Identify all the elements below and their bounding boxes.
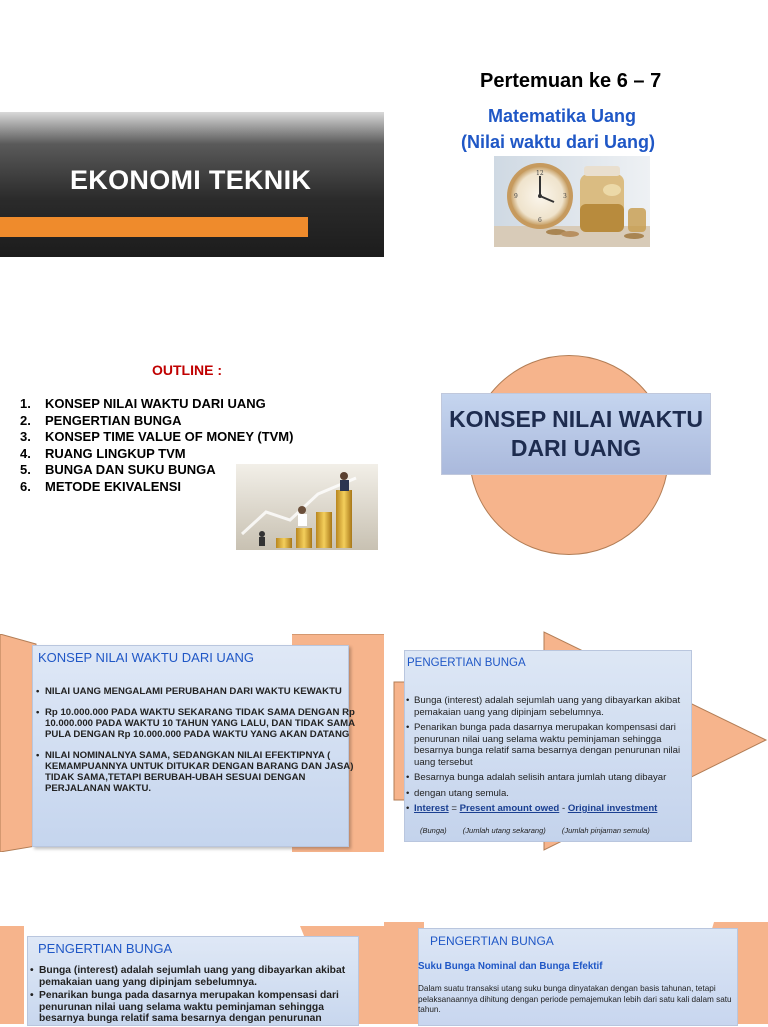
outline-item (20, 429, 340, 446)
bullet-item (406, 772, 696, 784)
bullet-dot-icon: • (36, 750, 40, 761)
slide6-paragraph: Dalam suatu transaksi utang suku bunga dinyatakan dengan basis tahunan, tetapi pelaksanaannya dihitung dengan periode pemajemukan lebih dari satu kali dalam satu tahun. (418, 984, 732, 1014)
slide6-subtitle: Suku Bunga Nominal dan Bunga Efektif (418, 961, 603, 972)
note-jumlah-pinjaman: (Jumlah pinjaman semula) (561, 826, 650, 835)
outline-number: 1. (20, 396, 31, 411)
bullet-text: Penarikan bunga pada dasarnya merupakan kompensasi dari penurunan nilai uang selama waktu peminjaman sehingga besarnya bunga relatif sama besarnya dengan penurunan (39, 990, 339, 1024)
bullet-text: dengan utang semula. (414, 787, 509, 799)
bullet-item (36, 707, 356, 740)
outline-text: METODE EKIVALENSI (45, 478, 182, 494)
formula-present-amount: Present amount owed (459, 803, 560, 814)
slide4-bullet-list (406, 695, 696, 819)
bullet-item (30, 990, 360, 1025)
svg-text:12: 12 (536, 170, 544, 177)
formula-interest: Interest (414, 803, 449, 814)
outline-number: 2. (20, 412, 31, 428)
outline-number: 4. (20, 445, 31, 461)
outline-text: BUNGA DAN SUKU BUNGA (45, 462, 216, 477)
bullet-dot-icon: • (30, 965, 34, 976)
formula-equals: = (448, 803, 460, 814)
outline-number: 5. (20, 462, 31, 477)
topic-title: Matematika Uang (488, 106, 637, 126)
outline-text: KONSEP TIME VALUE OF MONEY (TVM) (45, 429, 294, 444)
bullet-item (36, 750, 356, 794)
bullet-dot-icon: • (30, 990, 34, 1001)
outline-title: OUTLINE : (152, 362, 222, 378)
bullet-text: NILAI UANG MENGALAMI PERUBAHAN DARI WAKTU KEWAKTU (45, 686, 342, 697)
bullet-text: Besarnya bunga adalah selisih antara jumlah utang dibayar (414, 772, 667, 783)
slide5-bullet-list (30, 965, 360, 1027)
bullet-dot-icon: • (406, 695, 410, 706)
slide5-title: PENGERTIAN BUNGA (38, 941, 173, 956)
formula-original-investment: Original investment (567, 803, 658, 814)
bullet-dot-icon: • (406, 722, 410, 733)
course-title: EKONOMI TEKNIK (70, 165, 312, 195)
topic-box (441, 393, 711, 475)
formula-minus: - (559, 803, 568, 814)
bullet-item (406, 722, 696, 768)
bullet-text: Bunga (interest) adalah sejumlah uang yang dibayarkan akibat pemakaian uang yang dipinjam sebelumnya. (414, 695, 681, 718)
topic-subtitle: (Nilai waktu dari Uang) (461, 132, 656, 152)
outline-item (20, 413, 340, 430)
meeting-label: Pertemuan ke 6 – 7 (480, 70, 662, 92)
outline-text: RUANG LINGKUP TVM (45, 445, 186, 461)
outline-item (20, 396, 340, 413)
outline-text: KONSEP NILAI WAKTU DARI UANG (45, 396, 266, 411)
bullet-text: Rp 10.000.000 PADA WAKTU SEKARANG TIDAK SAMA DENGAN Rp 10.000.000 PADA WAKTU 10 TAHUN YANG LALU, DAN TIDAK SAMA PULA DENGAN Rp 10.000.000 PADA WAKTU YANG AKAN DATANG (45, 707, 355, 740)
note-bunga: (Bunga) (420, 826, 447, 835)
bullet-item (36, 686, 356, 697)
bullet-dot-icon: • (406, 803, 410, 814)
outline-item (20, 446, 340, 463)
bullet-item (406, 788, 696, 800)
bullet-item (30, 965, 360, 988)
bullet-item (406, 695, 696, 718)
outline-number: 6. (20, 478, 31, 494)
note-jumlah-utang: (Jumlah utang sekarang) (462, 826, 546, 835)
coin-stacks-growth-photo (236, 464, 378, 550)
outline-number: 3. (20, 429, 31, 444)
slide4-title: PENGERTIAN BUNGA (407, 657, 526, 669)
svg-text:6: 6 (538, 217, 542, 224)
svg-text:3: 3 (563, 193, 567, 200)
bullet-dot-icon: • (406, 787, 410, 799)
slide3-bullet-list (36, 686, 356, 804)
formula-item (406, 803, 696, 815)
svg-text:9: 9 (514, 193, 518, 200)
bullet-text: Penarikan bunga pada dasarnya merupakan kompensasi dari penurunan nilai uang selama waktu peminjaman sehingga besarnya bunga relatif sama besarnya dengan penurunan nilai uang tersebut (414, 722, 681, 768)
bullet-text: NILAI NOMINALNYA SAMA, SEDANGKAN NILAI EFEKTIPNYA ( KEMAMPUANNYA UNTUK DITUKAR DENGAN BARANG DAN JASA) TIDAK SAMA,TETAPI BERUBAH-UBAH SESUAI DENGAN PERJALANAN WAKTU. (45, 750, 354, 794)
bullet-dot-icon: • (406, 772, 410, 783)
bullet-text: Bunga (interest) adalah sejumlah uang yang dibayarkan akibat pemakaian uang yang dipinjam sebelumnya. (39, 965, 346, 988)
formula-notes (420, 826, 664, 835)
topic-box-line1: KONSEP NILAI WAKTU (449, 406, 703, 432)
bullet-dot-icon: • (36, 686, 40, 697)
clock-and-coin-jar-photo (494, 156, 650, 247)
outline-text: PENGERTIAN BUNGA (45, 412, 182, 428)
bullet-dot-icon: • (36, 707, 40, 718)
title-accent-bar (0, 217, 308, 237)
slide3-title: KONSEP NILAI WAKTU DARI UANG (38, 650, 254, 665)
slide6-title: PENGERTIAN BUNGA (430, 934, 554, 948)
topic-box-line2: DARI UANG (510, 435, 642, 461)
